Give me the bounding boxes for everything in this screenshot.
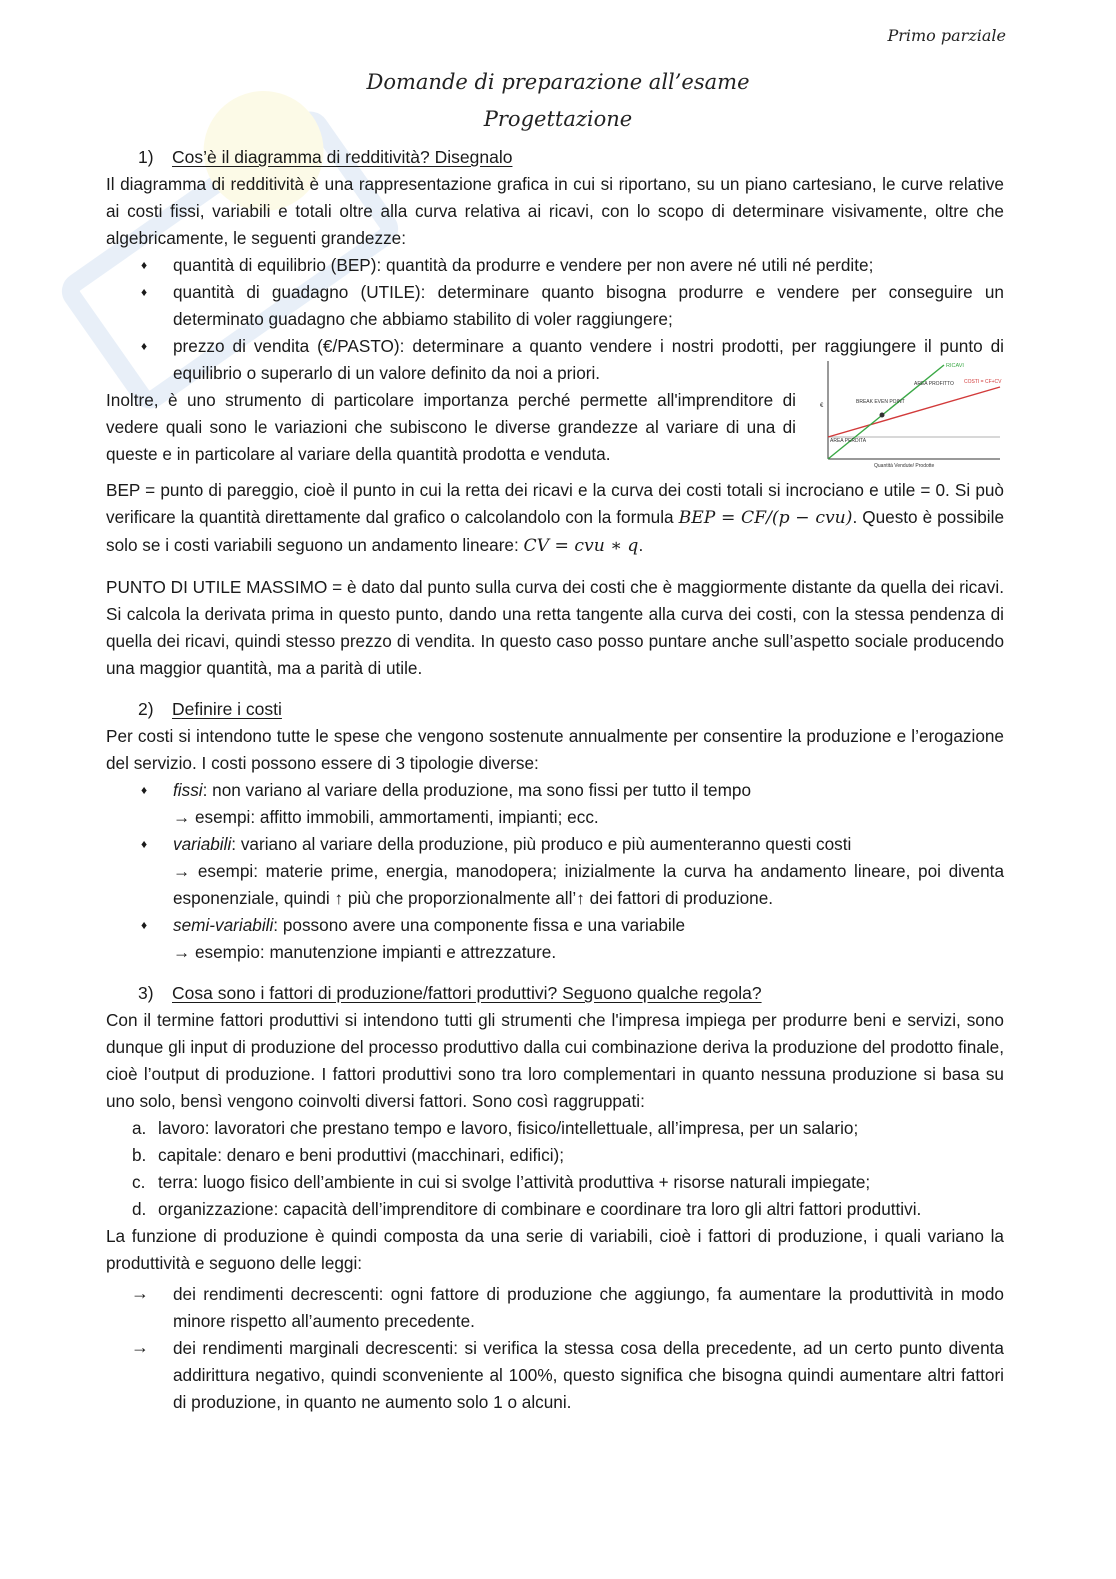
- q1-max-utile: PUNTO DI UTILE MASSIMO = è dato dal punto sulla curva dei costi che è maggiormente distante da quella dei ricavi. Si calcola la derivata prima in questo punto, dando una retta tangente alla curva dei costi, con la stessa pendenza di quella dei ricavi, quindi stesso prezzo di vendita. In questo caso posso puntare anche sull’aspetto sociale producendo una maggior quantità, ma a parità di utile.: [106, 577, 1004, 678]
- q2-intro: Per costi si intendono tutte le spese che vengono sostenute annualmente per consentire la produzione e l’erogazione del servizio. I costi possono essere di 3 tipologie diverse:: [106, 726, 1004, 773]
- list-item: → dei rendimenti marginali decrescenti: si verifica la stessa cosa della precedente, ad un certo punto diventa addirittura negativo, quindi sconveniente al 100%, questo significa che bisogna quindi aumentare altri fattori di produzione, in quanto ne aumento solo 1 o alcuni.: [173, 1335, 1004, 1416]
- q3-heading: 3) Cosa sono i fattori di produzione/fattori produttivi? Seguono qualche regola?: [138, 983, 762, 1003]
- q1-intro: Il diagramma di redditività è una rappresentazione grafica in cui si riportano, su un piano cartesiano, le curve relative ai costi fissi, variabili e totali oltre alla curva relativa ai ricavi, con lo scopo di determinare visivamente, oltre che algebricamente, le seguenti grandezze:: [106, 174, 1004, 248]
- list-item: a. lavoro: lavoratori che prestano tempo e lavoro, fisico/intellettuale, all’impresa, per un salario;: [132, 1118, 859, 1138]
- bep-formula: BEP = CF/(p − cvu): [678, 508, 853, 528]
- q3-laws: [106, 1281, 1004, 1416]
- arrow-icon: →: [173, 807, 191, 827]
- q3-intro: Con il termine fattori produttivi si intendono tutti gli strumenti che l'impresa impiega per produrre beni e servizi, sono dunque gli input di produzione del processo produttivo dalla cui combinazione deriva la produzione del prodotto finale, cioè l’output di produzione. I fattori produttivi sono tra loro complementari in quanto nessuna produzione si basa su uno solo, bensì vengono coinvolti diversi fattori. Sono così raggruppati:: [106, 1010, 1004, 1111]
- list-item: ♦ variabili: variano al variare della produzione, più produco e più aumenteranno questi costi → esempi: materie prime, energia, manodopera; inizialmente la curva ha andamento lineare, poi diventa esponenziale, quindi ↑ più che proporzionalmente all’↑ dei fattori di produzione.: [173, 831, 1004, 912]
- list-item: d. organizzazione: capacità dell’imprenditore di combinare e coordinare tra loro gli altri fattori produttivi.: [132, 1199, 922, 1219]
- list-item: ♦ fissi: non variano al variare della produzione, ma sono fissi per tutto il tempo → esempi: affitto immobili, ammortamenti, impianti; ecc.: [173, 777, 1004, 831]
- label-y: €: [820, 403, 824, 409]
- list-item: ♦ prezzo di vendita (€/PASTO): determinare a quanto vendere i nostri prodotti, per raggiungere il punto di equilibrio o superarlo di un valore definito da noi a priori.: [173, 333, 1004, 387]
- list-item: ♦ quantità di equilibrio (BEP): quantità da produrre e vendere per non avere né utili né perdite;: [173, 252, 1004, 279]
- header-label: Primo parziale: [887, 26, 1006, 45]
- label-bep: BREAK EVEN POINT: [856, 399, 905, 405]
- list-item: → dei rendimenti decrescenti: ogni fattore di produzione che aggiungo, fa aumentare la produttività in modo minore rispetto all’aumento precedente.: [173, 1281, 1004, 1335]
- label-profitto: AREA PROFITTO: [914, 381, 954, 387]
- q1-heading: 1) Cos’è il diagramma di redditività? Disegnalo: [138, 147, 513, 167]
- arrow-icon: →: [173, 942, 191, 962]
- label-perdita: AREA PERDITA: [830, 438, 867, 444]
- q1-inoltre: Inoltre, è uno strumento di particolare importanza perché permette all'imprenditore di vedere quali sono le variazioni che subiscono le diverse grandezze al variare di una di queste e in particolare al variare della quantità prodotta e venduta.: [106, 390, 796, 464]
- q3-factors-list: [106, 1115, 1004, 1223]
- label-costi: COSTI = CF+CV: [964, 379, 1002, 385]
- list-item: b. capitale: denaro e beni produttivi (macchinari, edifici);: [132, 1145, 565, 1165]
- arrow-icon: →: [173, 861, 191, 881]
- document-title: Domande di preparazione all’esame: [366, 70, 750, 94]
- arrow-icon: →: [131, 1283, 149, 1303]
- q2-heading: 2) Definire i costi: [138, 699, 282, 719]
- list-item: ♦ semi-variabili: possono avere una componente fissa e una variabile → esempio: manutenzione impianti e attrezzature.: [173, 912, 1004, 966]
- q3-funzione: La funzione di produzione è quindi composta da una serie di variabili, cioè i fattori di produzione, i quali variano la produttività e seguono delle leggi:: [106, 1226, 1004, 1273]
- break-even-point: [880, 413, 885, 418]
- cv-formula: CV = cvu ∗ q: [523, 536, 639, 556]
- label-ricavi: RICAVI: [946, 363, 964, 369]
- list-item: c. terra: luogo fisico dell’ambiente in cui si svolge l’attività produttiva + risorse naturali impiegate;: [132, 1172, 871, 1192]
- document-body: [106, 144, 1004, 1416]
- q2-cost-types: [106, 777, 1004, 966]
- q1-bullets: [106, 252, 1004, 387]
- arrow-icon: →: [131, 1337, 149, 1357]
- label-x: Quantità Vendute/ Prodotte: [874, 463, 935, 469]
- q1-bep: BEP = punto di pareggio, cioè il punto in cui la retta dei ricavi e la curva dei costi totali si incrociano e utile = 0. Si può verificare la quantità direttamente dal grafico o calcolandolo con la formula BEP = CF/(p − cvu). Questo è possibile solo se i costi variabili seguono un andamento lineare: CV = cvu ∗ q.: [106, 480, 1005, 556]
- list-item: ♦ quantità di guadagno (UTILE): determinare quanto bisogna produrre e vendere per conseguire un determinato guadagno che abbiamo stabilito di voler raggiungere;: [173, 279, 1004, 333]
- costs-line: [828, 387, 1000, 437]
- document-subtitle: Progettazione: [483, 107, 633, 131]
